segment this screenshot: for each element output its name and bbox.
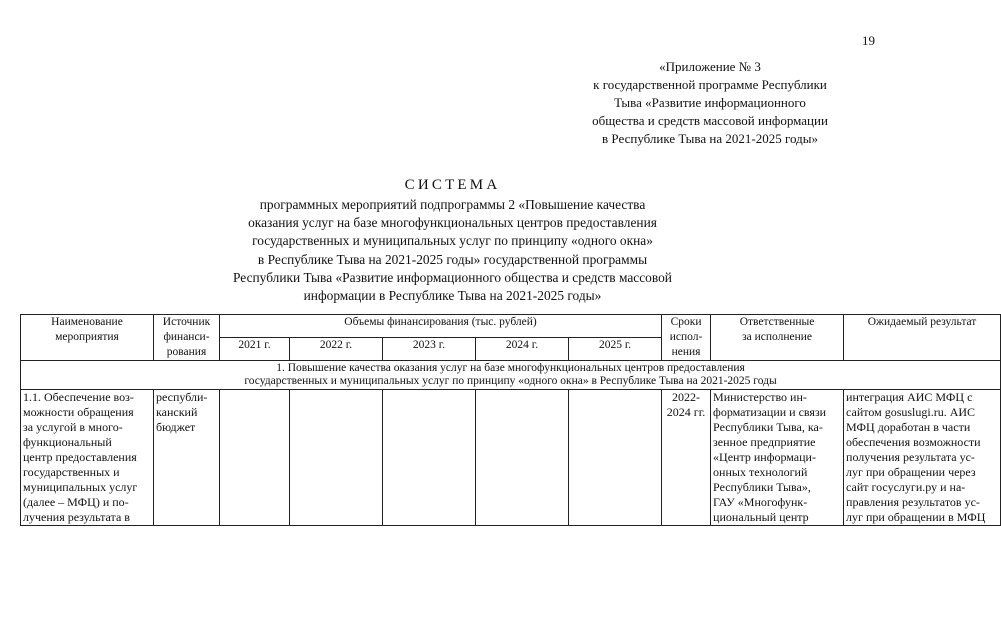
header-name: Наименование мероприятия xyxy=(21,315,154,361)
document-subtitle xyxy=(180,196,725,305)
header-funding: Объемы финансирования (тыс. рублей) xyxy=(220,315,662,338)
subtitle-line: Республики Тыва «Развитие информационного общества и средств массовой xyxy=(233,269,672,285)
header-year: 2024 г. xyxy=(476,338,569,361)
appendix-line: к государственной программе Республики xyxy=(593,77,827,92)
cell-2025 xyxy=(569,390,662,526)
header-year: 2021 г. xyxy=(220,338,290,361)
cell-2023 xyxy=(383,390,476,526)
header-row xyxy=(21,315,1001,338)
subtitle-line: государственных и муниципальных услуг по принципу «одного окна» xyxy=(252,233,653,249)
section-title: 1. Повышение качества оказания услуг на базе многофункциональных центров предоставления государственных и муниципальных услуг по принципу «одного окна» в Республике Тыва на 2021-2025 годы xyxy=(21,361,1001,390)
header-terms: Сроки испол- нения xyxy=(662,315,711,361)
appendix-caption xyxy=(560,58,860,148)
cell-result: интеграция АИС МФЦ с сайтом gosuslugi.ru. АИС МФЦ доработан в части обеспечения возможности получения результата ус- луг при обращении через сайт госуслуги.ру и на- правления результатов ус- луг при обращении в МФЦ xyxy=(844,390,1001,526)
subtitle-line: в Республике Тыва на 2021-2025 годы» государственной программы xyxy=(257,251,648,267)
appendix-line: общества и средств массовой информации xyxy=(592,113,828,128)
header-responsible: Ответственные за исполнение xyxy=(711,315,844,361)
cell-source: республи- канский бюджет xyxy=(154,390,220,526)
cell-responsible: Министерство ин- форматизации и связи Республики Тыва, ка- зенное предприятие «Центр информаци- онных технологий Республики Тыва», ГАУ «Многофунк- циональный центр xyxy=(711,390,844,526)
document-title: СИСТЕМА xyxy=(404,177,501,193)
table-row xyxy=(21,390,1001,526)
appendix-line: «Приложение № 3 xyxy=(659,59,761,74)
cell-measure-name: 1.1. Обеспечение воз- можности обращения за услугой в много- функциональный центр предоставления государственных и муниципальных услуг (далее – МФЦ) и по- лучения результата в xyxy=(21,390,154,526)
header-source: Источник финанси- рования xyxy=(154,315,220,361)
header-year: 2022 г. xyxy=(290,338,383,361)
page-number: 19 xyxy=(862,33,875,48)
document-heading xyxy=(180,176,725,305)
cell-terms: 2022- 2024 гг. xyxy=(662,390,711,526)
subtitle-line: программных мероприятий подпрограммы 2 «Повышение качества xyxy=(259,197,646,212)
section-row xyxy=(21,361,1001,390)
header-year: 2023 г. xyxy=(383,338,476,361)
measures-table xyxy=(20,314,1001,526)
cell-2021 xyxy=(220,390,290,526)
cell-2022 xyxy=(290,390,383,526)
appendix-line: Тыва «Развитие информационного xyxy=(614,95,806,110)
appendix-line: в Республике Тыва на 2021-2025 годы» xyxy=(602,131,818,146)
subtitle-line: оказания услуг на базе многофункциональных центров предоставления xyxy=(248,215,657,231)
header-result: Ожидаемый результат xyxy=(844,315,1001,361)
cell-2024 xyxy=(476,390,569,526)
header-year: 2025 г. xyxy=(569,338,662,361)
subtitle-line: информации в Республике Тыва на 2021-2025 годы» xyxy=(303,288,602,304)
